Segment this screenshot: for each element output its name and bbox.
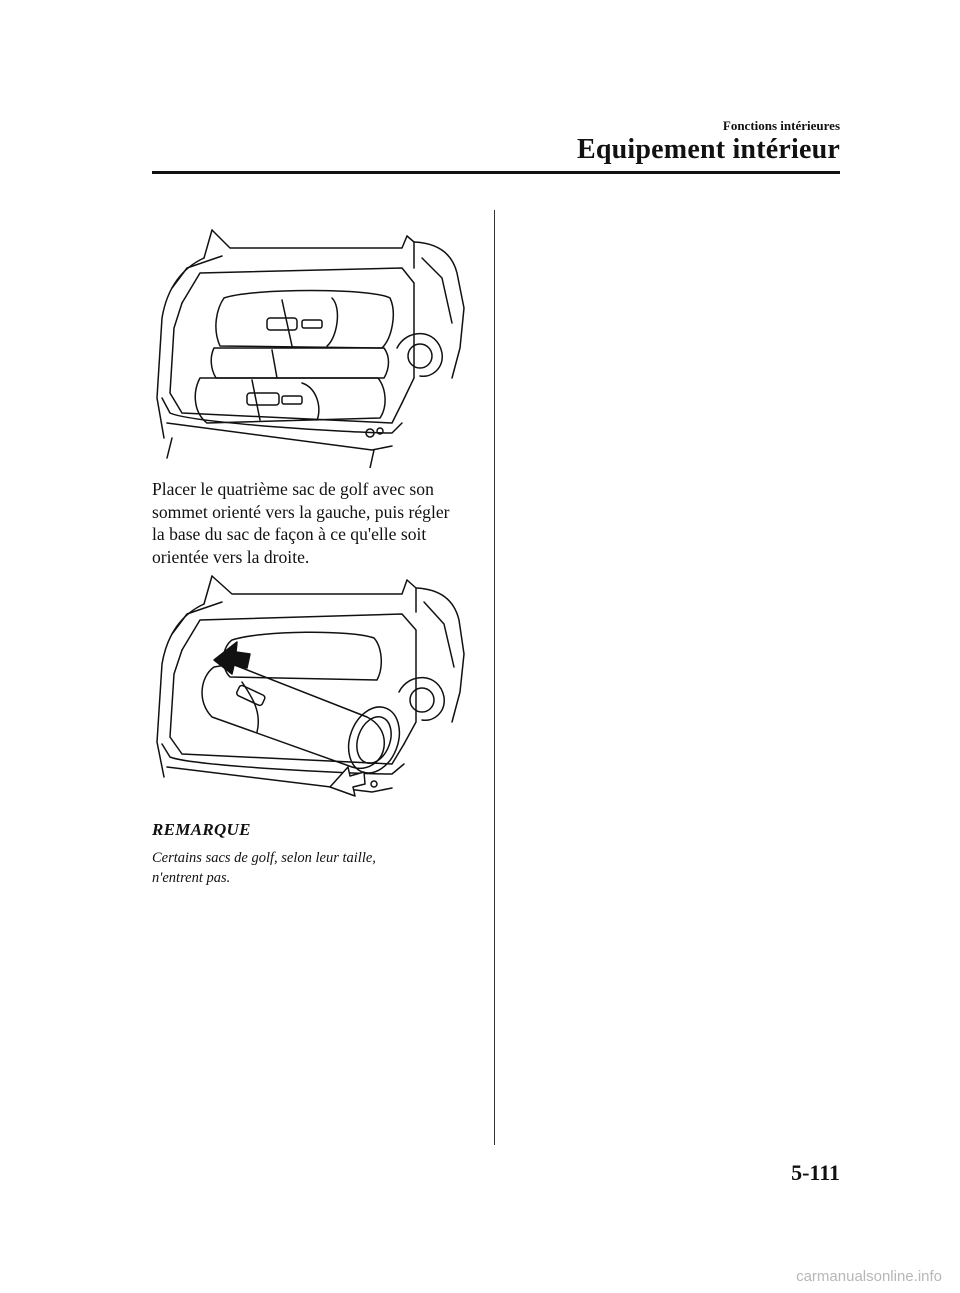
- trunk-three-bags-illustration: [152, 228, 472, 468]
- paragraph-line: orientée vers la droite.: [152, 546, 310, 567]
- instruction-paragraph: [152, 478, 482, 568]
- note-line: n'entrent pas.: [152, 870, 231, 886]
- note-heading: REMARQUE: [152, 820, 251, 839]
- note-text: [152, 848, 482, 888]
- header-rule: [152, 171, 840, 174]
- paragraph-line: Placer le quatrième sac de golf avec son: [152, 479, 434, 499]
- section-label: Fonctions intérieures: [722, 118, 840, 133]
- paragraph-line: sommet orienté vers la gauche, puis régler: [152, 501, 450, 522]
- column-divider: [494, 210, 495, 1145]
- watermark: carmanualsonline.info: [796, 1268, 942, 1285]
- note-line: Certains sacs de golf, selon leur taille,: [152, 850, 376, 866]
- trunk-fourth-bag-illustration: [152, 572, 472, 804]
- page-title: Equipement intérieur: [577, 134, 840, 165]
- paragraph-line: la base du sac de façon à ce qu'elle soit: [152, 524, 427, 544]
- page-number: 5-111: [791, 1160, 840, 1185]
